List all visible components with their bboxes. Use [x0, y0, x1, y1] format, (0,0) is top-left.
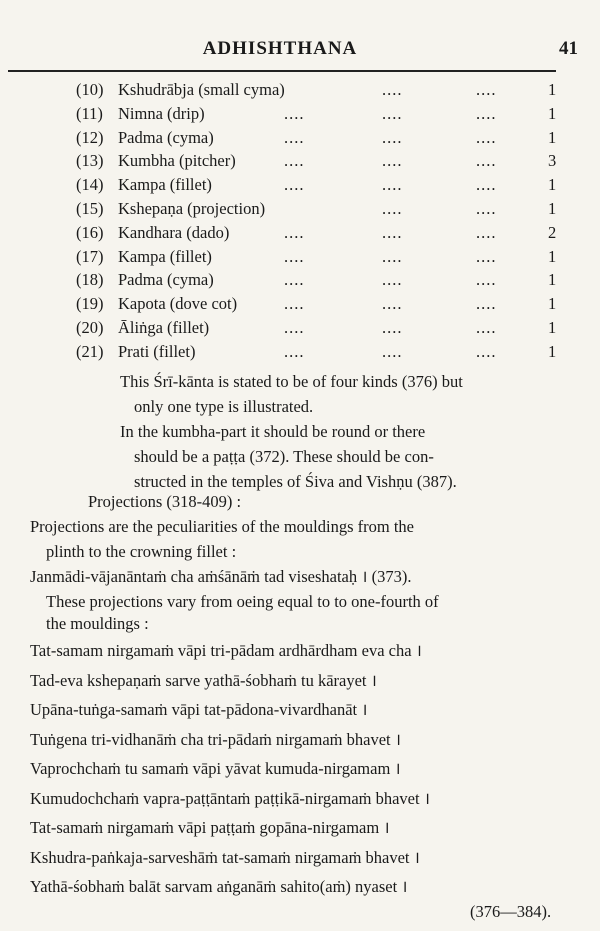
moulding-count: 1 [548, 127, 557, 147]
leader-dots: .... [284, 151, 305, 171]
paragraph-line: This Śrī-kānta is stated to be of four kinds (376) but [120, 372, 463, 391]
moulding-name: Kampa (fillet) [118, 246, 212, 266]
moulding-name: Kumbha (pitcher) [118, 151, 236, 171]
moulding-number: (12) [76, 127, 104, 147]
verse-reference: (376—384). [470, 902, 552, 921]
moulding-number: (15) [76, 199, 104, 218]
sanskrit-verse-line: Tuṅgena tri-vidhanāṁ cha tri-pādaṁ nirgamaṁ bhavet । [30, 729, 401, 749]
moulding-number: (14) [76, 175, 104, 195]
leader-dots: .... [476, 294, 497, 314]
moulding-number: (20) [76, 318, 104, 337]
moulding-row [0, 78, 600, 102]
leader-dots: .... [382, 270, 403, 290]
leader-dots: .... [284, 103, 305, 123]
leader-dots: .... [382, 127, 403, 147]
sanskrit-verse-line: Kumudochchaṁ vapra-paṭṭāntaṁ paṭṭikā-nirgamaṁ bhavet । [30, 788, 430, 808]
paragraph-line: the mouldings : [46, 614, 149, 633]
sanskrit-verse-line: Upāna-tuṅga-samaṁ vāpi tat-pādona-vivardhanāt । [30, 700, 368, 719]
leader-dots: .... [284, 270, 305, 290]
moulding-count: 1 [548, 341, 557, 361]
moulding-name: Prati (fillet) [118, 341, 196, 361]
leader-dots: .... [284, 246, 305, 266]
moulding-count: 1 [548, 103, 557, 123]
leader-dots: .... [382, 341, 403, 361]
paragraph-line: should be a paṭṭa (372). These should be con- [134, 447, 434, 466]
paragraph-line: In the kumbha-part it should be round or there [120, 422, 426, 441]
moulding-count: 1 [548, 294, 557, 314]
moulding-number: (10) [76, 80, 104, 99]
moulding-number: (19) [76, 294, 104, 314]
leader-dots: .... [284, 127, 305, 147]
leader-dots: .... [476, 151, 497, 171]
sanskrit-verse-line: Kshudra-paṅkaja-sarveshāṁ tat-samaṁ nirgamaṁ bhavet । [30, 847, 420, 867]
paragraph-line: Projections are the peculiarities of the mouldings from the [30, 517, 414, 536]
leader-dots: .... [476, 318, 497, 337]
leader-dots: .... [382, 103, 403, 123]
moulding-row [0, 245, 600, 269]
leader-dots: .... [284, 222, 305, 242]
leader-dots: .... [284, 341, 305, 361]
leader-dots: .... [382, 246, 403, 266]
leader-dots: .... [284, 175, 305, 195]
paragraph-line: These projections vary from oeing equal to to one-fourth of [46, 592, 439, 611]
moulding-number: (21) [76, 341, 104, 361]
moulding-name: Kapota (dove cot) [118, 294, 238, 314]
page-number: 41 [559, 38, 578, 59]
moulding-name: Kampa (fillet) [118, 175, 212, 195]
moulding-count: 3 [548, 151, 557, 171]
moulding-count: 1 [548, 199, 557, 218]
leader-dots: .... [382, 151, 403, 171]
moulding-count: 1 [548, 175, 557, 195]
leader-dots: .... [382, 318, 403, 337]
moulding-name: Kshepaṇa (projection) [118, 199, 266, 218]
sanskrit-verse-line: Tad-eva kshepaṇaṁ sarve yathā-śobhaṁ tu kārayet । [30, 670, 377, 690]
leader-dots: .... [382, 294, 403, 314]
moulding-count: 1 [548, 80, 557, 99]
section-heading: Projections (318-409) : [88, 492, 242, 511]
moulding-row [0, 221, 600, 245]
moulding-row [0, 102, 600, 126]
leader-dots: .... [476, 80, 497, 99]
quoted-verse: Janmādi-vājanāntaṁ cha aṁśānāṁ tad viseshataḥ । (373). [30, 567, 412, 586]
moulding-row [0, 340, 600, 364]
moulding-row [0, 268, 600, 292]
moulding-name: Āliṅga (fillet) [118, 318, 210, 337]
running-header [0, 38, 600, 66]
paragraph-line: plinth to the crowning fillet : [46, 542, 237, 561]
moulding-number: (11) [76, 103, 103, 123]
moulding-name: Nimna (drip) [118, 103, 205, 123]
moulding-number: (18) [76, 270, 104, 290]
leader-dots: .... [476, 199, 497, 218]
leader-dots: .... [284, 294, 305, 314]
moulding-row [0, 197, 600, 221]
moulding-count: 1 [548, 318, 557, 337]
leader-dots: .... [476, 127, 497, 147]
leader-dots: .... [382, 80, 403, 99]
leader-dots: .... [476, 175, 497, 195]
paragraph-line: only one type is illustrated. [134, 397, 314, 416]
moulding-count: 1 [548, 270, 557, 290]
moulding-name: Kandhara (dado) [118, 222, 230, 242]
sanskrit-verse-line: Vaprochchaṁ tu samaṁ vāpi yāvat kumuda-nirgamam । [30, 759, 401, 778]
moulding-count: 2 [548, 222, 557, 242]
leader-dots: .... [476, 270, 497, 290]
moulding-count: 1 [548, 246, 557, 266]
sanskrit-verse-line: Tat-samam nirgamaṁ vāpi tri-pādam ardhārdham eva cha । [30, 641, 422, 660]
paragraph-line: structed in the temples of Śiva and Vishṇu (387). [134, 472, 457, 491]
moulding-row [0, 149, 600, 173]
moulding-name: Padma (cyma) [118, 127, 214, 147]
moulding-row [0, 316, 600, 340]
moulding-row [0, 292, 600, 316]
leader-dots: .... [476, 246, 497, 266]
moulding-number: (16) [76, 222, 104, 242]
sanskrit-verse-line: Tat-samaṁ nirgamaṁ vāpi paṭṭaṁ gopāna-nirgamam । [30, 818, 390, 837]
leader-dots: .... [476, 103, 497, 123]
moulding-row [0, 173, 600, 197]
moulding-name: Padma (cyma) [118, 270, 214, 290]
moulding-number: (17) [76, 246, 104, 266]
leader-dots: .... [382, 199, 403, 218]
leader-dots: .... [284, 318, 305, 337]
moulding-number: (13) [76, 151, 104, 171]
moulding-row [0, 126, 600, 150]
leader-dots: .... [476, 222, 497, 242]
header-rule [8, 70, 556, 72]
leader-dots: .... [382, 222, 403, 242]
leader-dots: .... [382, 175, 403, 195]
sanskrit-verse-line: Yathā-śobhaṁ balāt sarvam aṅganāṁ sahito(aṁ) nyaset । [30, 877, 408, 896]
leader-dots: .... [476, 341, 497, 361]
moulding-name: Kshudrābja (small cyma) [118, 80, 285, 99]
chapter-title: ADHISHTHANA [202, 38, 358, 59]
